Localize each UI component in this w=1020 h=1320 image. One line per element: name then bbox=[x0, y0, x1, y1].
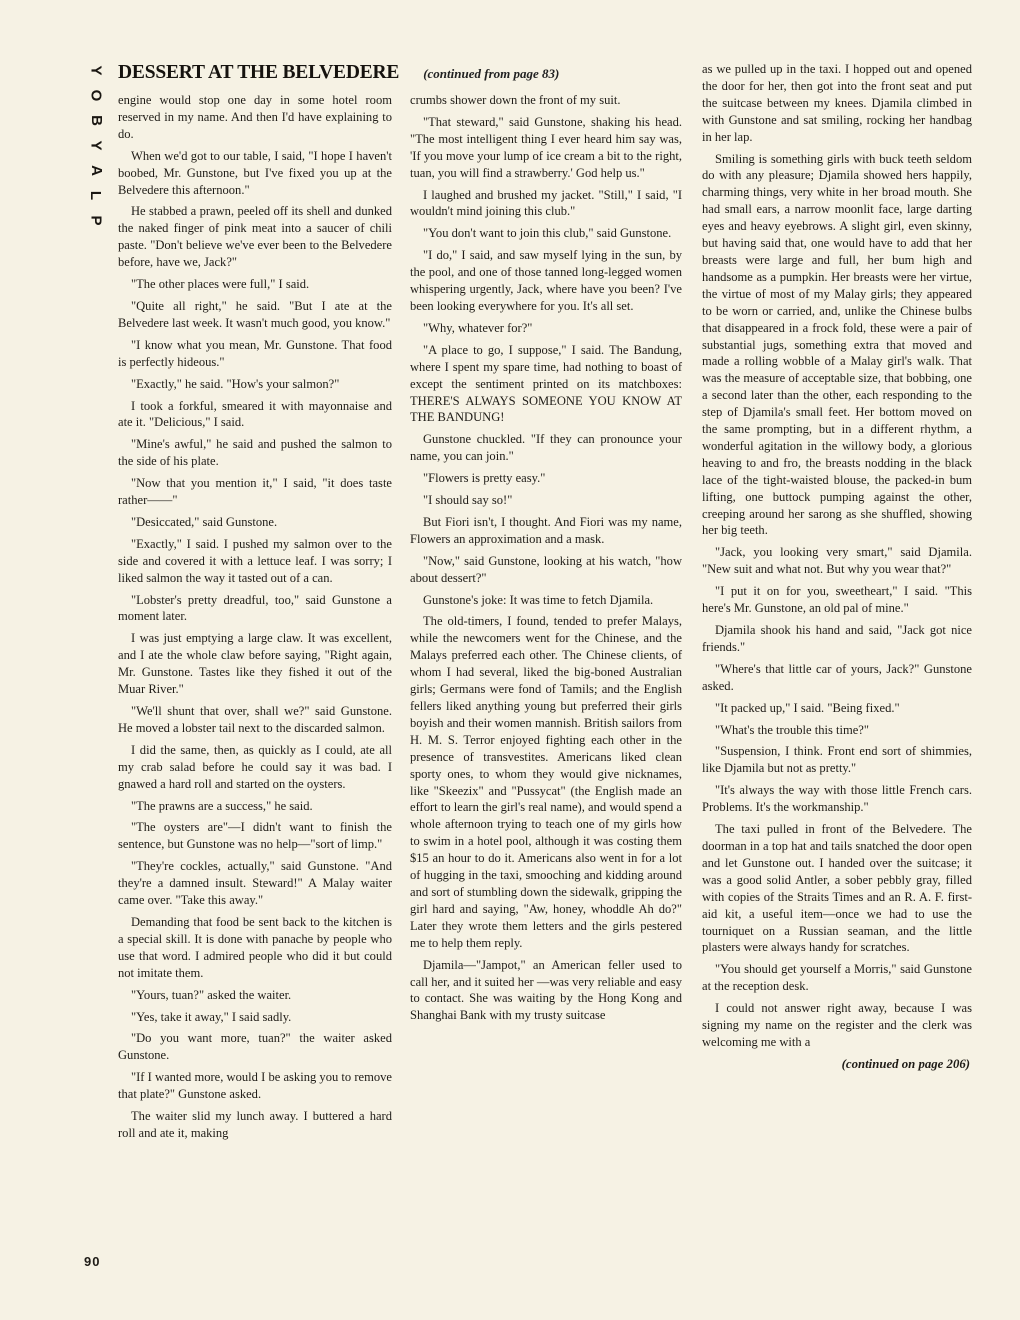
paragraph: Djamila—"Jampot," an American feller used to call her, and it suited her —was very reliable and easy to contact. She was waiting by the Hong Kong and Shanghai Bank with my trusty suitcase bbox=[410, 957, 682, 1023]
paragraph: "If I wanted more, would I be asking you to remove that plate?" Gunstone asked. bbox=[118, 1070, 392, 1102]
logo-letter: O bbox=[87, 89, 105, 102]
paragraph: Demanding that food be sent back to the kitchen is a special skill. It is done with panache by people who use that word. I admired people who did it but could not imitate them. bbox=[118, 914, 392, 980]
continued-on-note: (continued on page 206) bbox=[841, 1056, 970, 1071]
paragraph: The old-timers, I found, tended to prefer Malays, while the newcomers went for the Chinese, and the Malays preferred each other. The Chinese clients, of whom I had several, liked the big-boned Australian girls; Germans were fond of Tamils; and the English fellers liked anything young but preferred their girls boyish and their women mannish. British sailors from H. M. S. Terror enjoyed fighting each other in the presence of transvestites. Americans liked clean sporty ones, to whom they would give nicknames, like "Skeezix" and "Pussycat" (the English made an effort to learn the girl's real name), and would spend a whole afternoon trying to teach one of my girls how to swim in a hotel pool, although it was costing them $15 an hour to do it. Americans also went in for a lot of hugging in the taxi, smooching and kidding around and sort of stumbling down the sidewalk, gripping the girl hard and saying, "Aw, honey, whoddle Ah do?" Later they wrote them letters and the girls pestered me to help them reply. bbox=[410, 614, 682, 950]
paragraph: as we pulled up in the taxi. I hopped out and opened the door for her, then got into the front seat and put the suitcase between my knees. Djamila climbed in with Gunstone and sat smiling, rocking her handbag in her lap. bbox=[702, 62, 972, 144]
paragraph: "It packed up," I said. "Being fixed." bbox=[715, 700, 900, 715]
paragraph: "Now," said Gunstone, looking at his watch, "how about dessert?" bbox=[410, 553, 682, 585]
text-column-2 bbox=[410, 92, 682, 1029]
paragraph: "Jack, you looking very smart," said Djamila. "New suit and what not. But why you wear that?" bbox=[702, 545, 972, 577]
paragraph: Smiling is something girls with buck teeth seldom do with any pleasure; Djamila showed hers happily, charming things, very white in her broad mouth. She had small ears, a narrow moonlit face, large darting eyes and heavy eyebrows. A slight girl, even skinny, but having said that, one would have to add that her breasts were large and full, her bum high and handsome as a pumpkin. Her breasts were her virtue, the virtue of most of my Malay girls; they appeared to be worn or carried, and, unlike the Chinese bulbs that disappeared in a frock fold, these were a pair of substantial jugs, something extra that moved and made a rolling wobble of a Malay girl's walk. That was the measure of acceptable size, that bobbing, one a second later than the other, each responding to the step of Djamila's small feet. Her bottom moved on the same prompting, but in a different rhythm, a wonderful agitation in the willowy body, a glorious heaving to and fro, the breasts nodding in the black lace of the tight-waisted blouse, the packed-in bum lifting, one buttock pumping against the other, creeping around her sarong as she shuffled, showing her big teeth. bbox=[702, 151, 972, 538]
paragraph: "They're cockles, actually," said Gunstone. "And they're a damned insult. Steward!" A Malay waiter came over. "Take this away." bbox=[118, 859, 392, 908]
paragraph: I could not answer right away, because I was signing my name on the register and the clerk was welcoming me with a bbox=[702, 1001, 972, 1049]
logo-letter: P bbox=[87, 215, 105, 226]
text-column-3 bbox=[702, 61, 972, 1073]
paragraph: Gunstone chuckled. "If they can pronounce your name, you can join." bbox=[410, 432, 682, 464]
paragraph: "Exactly," I said. I pushed my salmon over to the side and covered it with a lettuce leaf. I was sorry; I liked salmon the way it tasted out of a can. bbox=[118, 536, 392, 585]
paragraph: "Mine's awful," he said and pushed the salmon to the side of his plate. bbox=[118, 437, 392, 469]
logo-letter: Y bbox=[87, 140, 105, 151]
logo-letter: A bbox=[87, 165, 105, 176]
paragraph: "Suspension, I think. Front end sort of shimmies, like Djamila but not as pretty." bbox=[702, 744, 972, 776]
continued-from-note: (continued from page 83) bbox=[423, 66, 560, 81]
paragraph: "A place to go, I suppose," I said. The Bandung, where I spent my spare time, had nothing to boast of except the sentiment printed on its matchboxes: THERE'S ALWAYS SOMEONE YOU KNOW AT THE BANDUNG! bbox=[410, 342, 682, 425]
paragraph: "That steward," said Gunstone, shaking his head. "The most intelligent thing I ever heard him say was, 'If you move your lump of ice cream a bit to the right, tuan, you will find a strawberry.' God help us." bbox=[410, 114, 682, 180]
logo-letter: Y bbox=[87, 65, 105, 76]
paragraph: I laughed and brushed my jacket. "Still," I said, "I wouldn't mind joining this club." bbox=[410, 187, 682, 219]
paragraph: He stabbed a prawn, peeled off its shell and dunked the naked finger of pink meat into a saucer of chili paste. "Don't believe we've ever been to the Belvedere before, have we, Jack?" bbox=[118, 204, 392, 270]
logo-letter: L bbox=[87, 190, 105, 201]
paragraph: crumbs shower down the front of my suit. bbox=[410, 93, 621, 107]
paragraph: "I know what you mean, Mr. Gunstone. That food is perfectly hideous." bbox=[118, 337, 392, 369]
paragraph: Gunstone's joke: It was time to fetch Djamila. bbox=[423, 592, 654, 607]
article-header bbox=[118, 62, 678, 86]
article-title: DESSERT AT THE BELVEDERE bbox=[118, 62, 400, 83]
paragraph: "I should say so!" bbox=[423, 493, 513, 508]
paragraph: "Yours, tuan?" asked the waiter. bbox=[131, 987, 292, 1002]
paragraph: I took a forkful, smeared it with mayonnaise and ate it. "Delicious," I said. bbox=[118, 398, 392, 430]
text-column-1 bbox=[118, 92, 392, 1147]
paragraph: "Yes, take it away," I said sadly. bbox=[131, 1009, 292, 1024]
paragraph: "Exactly," he said. "How's your salmon?" bbox=[131, 376, 340, 391]
paragraph: "Lobster's pretty dreadful, too," said Gunstone a moment later. bbox=[118, 592, 392, 624]
paragraph: "The other places were full," I said. bbox=[131, 277, 310, 292]
paragraph: "I put it on for you, sweetheart," I said. "This here's Mr. Gunstone, an old pal of mine." bbox=[702, 584, 972, 616]
paragraph: The waiter slid my lunch away. I buttered a hard roll and ate it, making bbox=[118, 1109, 392, 1140]
magazine-vertical-logo bbox=[85, 58, 107, 233]
paragraph: Djamila shook his hand and said, "Jack got nice friends." bbox=[702, 623, 972, 654]
paragraph: "Now that you mention it," I said, "it does taste rather——" bbox=[118, 476, 392, 508]
paragraph: "You should get yourself a Morris," said Gunstone at the reception desk. bbox=[702, 962, 972, 994]
paragraph: "You don't want to join this club," said Gunstone. bbox=[423, 226, 672, 241]
page-number: 90 bbox=[84, 1254, 101, 1269]
paragraph: I was just emptying a large claw. It was excellent, and I ate the whole claw before saying, "Right again, Mr. Gunstone. Tastes like they fished it out of the Muar River." bbox=[118, 631, 392, 697]
paragraph: "Desiccated," said Gunstone. bbox=[131, 514, 278, 529]
paragraph: "It's always the way with those little French cars. Problems. It's the workmanship." bbox=[702, 783, 972, 815]
paragraph: "Where's that little car of yours, Jack?" Gunstone asked. bbox=[702, 661, 972, 693]
paragraph: engine would stop one day in some hotel room reserved in my name. And then I'd have explaining to do. bbox=[118, 93, 392, 141]
paragraph: The taxi pulled in front of the Belvedere. The doorman in a top hat and tails snatched the door open and let Gunstone out. I handed over the suitcase; it was a good solid Antler, a sober pebbly gray, filled with copies of the Straits Times and an R. A. F. first-aid kit, a useful item—once we had to use the tourniquet on a Russian seaman, and the little plasters were always handy for scratches. bbox=[702, 822, 972, 955]
paragraph: "Do you want more, tuan?" the waiter asked Gunstone. bbox=[118, 1031, 392, 1063]
logo-letter: B bbox=[87, 115, 105, 126]
paragraph: "The oysters are"—I didn't want to finish the sentence, but Gunstone was no help—"sort of limp." bbox=[118, 820, 392, 852]
paragraph: "The prawns are a success," he said. bbox=[131, 798, 313, 813]
paragraph: "Why, whatever for?" bbox=[423, 320, 533, 335]
paragraph: I did the same, then, as quickly as I could, ate all my crab salad before he could say it was bad. I gnawed a hard roll and started on the oysters. bbox=[118, 742, 392, 791]
paragraph: "I do," I said, and saw myself lying in the sun, by the pool, and one of those tanned long-legged women whispering urgently, Jack, where have you been? I've been looking everywhere for you. It's all set. bbox=[410, 248, 682, 313]
paragraph: "Quite all right," he said. "But I ate at the Belvedere last week. It wasn't much good, you know." bbox=[118, 298, 392, 330]
paragraph: "Flowers is pretty easy." bbox=[423, 471, 546, 486]
paragraph: But Fiori isn't, I thought. And Fiori was my name, Flowers an approximation and a mask. bbox=[410, 514, 682, 546]
paragraph: "We'll shunt that over, shall we?" said Gunstone. He moved a lobster tail next to the discarded salmon. bbox=[118, 704, 392, 735]
paragraph: "What's the trouble this time?" bbox=[715, 722, 869, 737]
paragraph: When we'd got to our table, I said, "I hope I haven't boobed, Mr. Gunstone, but I've fixed you up at the Belvedere this afternoon." bbox=[118, 148, 392, 197]
